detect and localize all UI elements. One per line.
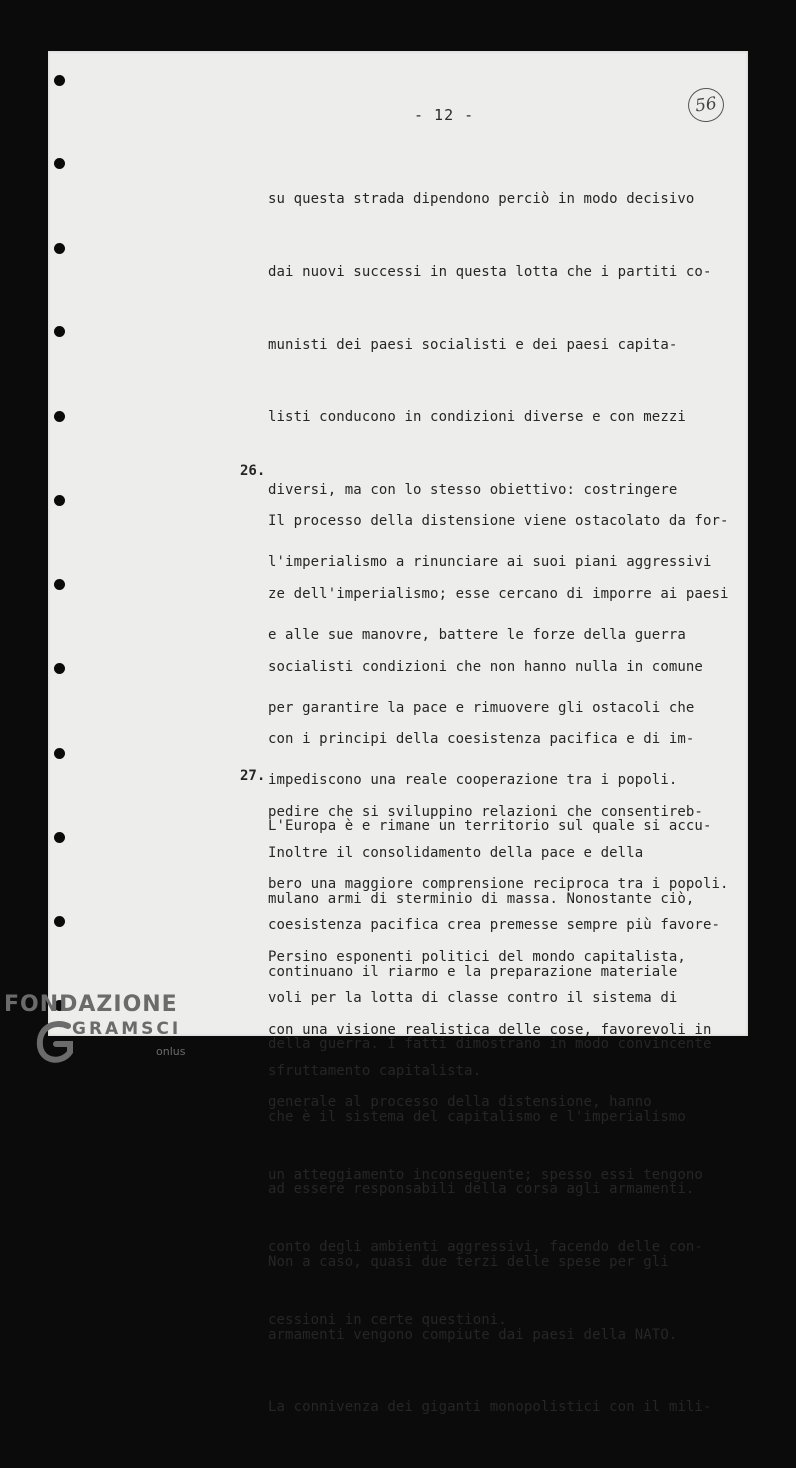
paragraph-number-27: 27. (240, 768, 266, 784)
punch-hole (54, 243, 65, 254)
text-line: un atteggiamento inconseguente; spesso essi tengono (268, 1166, 703, 1183)
text-line: conto degli ambienti aggressivi, facendo delle con- (268, 1239, 703, 1256)
text-line: Persino esponenti politici del mondo capitalista, (268, 948, 686, 965)
punch-hole (54, 832, 65, 843)
paragraph-number-26: 26. (240, 463, 266, 479)
text-line: voli per la lotta di classe contro il sistema di (268, 989, 678, 1006)
text-line: continuano il riarmo e la preparazione materiale (268, 963, 678, 980)
text-line: su questa strada dipendono perciò in modo decisivo (268, 191, 695, 208)
punch-hole (54, 748, 65, 759)
text-line: impediscono una reale cooperazione tra i popoli. (268, 772, 678, 789)
text-line: ad essere responsabili della corsa agli armamenti. (268, 1181, 695, 1198)
text-line: che è il sistema del capitalismo e l'imperialismo (268, 1108, 686, 1125)
text-line: L'Europa è e rimane un territorio sul quale si accu- (268, 818, 712, 835)
text-line: con i principi della coesistenza pacifica e di im- (268, 731, 695, 748)
punch-hole (54, 75, 65, 86)
watermark-line1: FONDAZIONE (4, 992, 178, 1017)
punch-hole (54, 158, 65, 169)
watermark-logo-icon (34, 1018, 74, 1066)
punch-hole (54, 916, 65, 927)
text-line: coesistenza pacifica crea premesse sempre più favore- (268, 917, 721, 934)
text-line: cessioni in certe questioni. (268, 1311, 507, 1328)
text-line: armamenti vengono compiute dai paesi della NATO. (268, 1326, 678, 1343)
text-line: l'imperialismo a rinunciare ai suoi piani aggressivi (268, 554, 712, 571)
punch-hole (54, 579, 65, 590)
text-line: dai nuovi successi in questa lotta che i partiti co- (268, 264, 712, 280)
paragraph-27 (268, 766, 729, 1468)
text-line: ze dell'imperialismo; esse cercano di imporre ai paesi (268, 586, 729, 602)
punch-hole (54, 663, 65, 674)
text-line: socialisti condizioni che non hanno nulla in comune (268, 658, 703, 675)
text-line: sfruttamento capitalista. (268, 1062, 482, 1079)
archive-stamp: 56 (686, 86, 726, 125)
punch-hole (54, 326, 65, 337)
watermark-line2: GRAMSCI (72, 1019, 182, 1039)
text-line: della guerra. I fatti dimostrano in modo convincente (268, 1036, 712, 1053)
text-line: La connivenza dei giganti monopolistici con il mili- (268, 1399, 712, 1416)
fondazione-gramsci-watermark (4, 992, 204, 1072)
punch-hole (54, 411, 65, 422)
text-line: diversi, ma con lo stesso obiettivo: costringere (268, 481, 678, 498)
watermark-suffix: onlus (156, 1045, 186, 1058)
text-line: bero una maggiore comprensione reciproca tra i popoli. (268, 876, 729, 893)
text-line: listi conducono in condizioni diverse e con mezzi (268, 409, 686, 426)
text-line: per garantire la pace e rimuovere gli ostacoli che (268, 699, 695, 716)
text-line: munisti dei paesi socialisti e dei paesi capita- (268, 336, 678, 353)
punch-hole (54, 495, 65, 506)
text-line: Non a caso, quasi due terzi delle spese per gli (268, 1253, 669, 1270)
page-number: - 12 - (414, 106, 475, 124)
text-line: mulano armi di sterminio di massa. Nonostante ciò, (268, 891, 695, 907)
text-line: con una visione realistica delle cose, favorevoli in (268, 1021, 712, 1038)
text-line: generale al processo della distensione, hanno (268, 1094, 652, 1111)
text-line: e alle sue manovre, battere le forze della guerra (268, 626, 686, 643)
text-line: Il processo della distensione viene ostacolato da for- (268, 513, 729, 530)
text-line: pedire che si sviluppino relazioni che consentireb- (268, 803, 703, 820)
text-line: Inoltre il consolidamento della pace e della (268, 844, 644, 861)
